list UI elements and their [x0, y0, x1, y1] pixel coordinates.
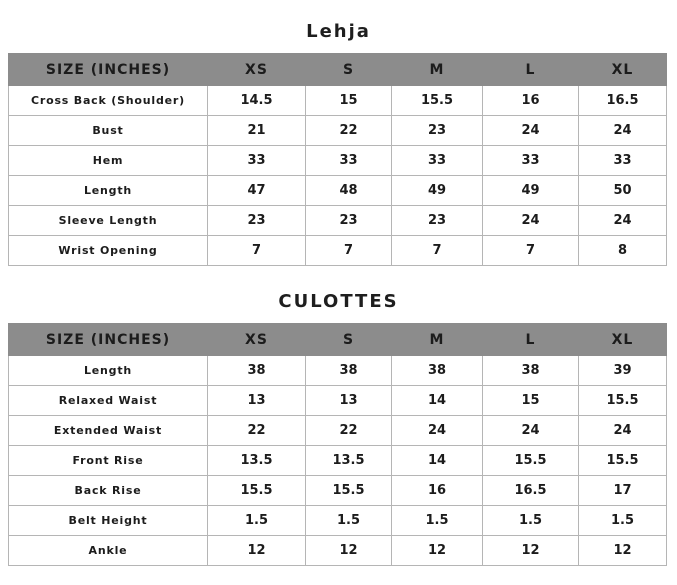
- size-header-cell: XL: [579, 54, 667, 86]
- lehja-size-table: [8, 53, 667, 266]
- measurement-value: 16.5: [483, 476, 579, 506]
- measurement-value: 12: [392, 536, 483, 566]
- measurement-value: 16: [483, 86, 579, 116]
- table-row: [9, 536, 667, 566]
- measurement-value: 23: [306, 206, 392, 236]
- measurement-label: Extended Waist: [9, 416, 208, 446]
- measurement-value: 21: [208, 116, 306, 146]
- measurement-value: 1.5: [208, 506, 306, 536]
- size-header-cell: S: [306, 324, 392, 356]
- measurement-value: 22: [306, 116, 392, 146]
- measurement-value: 22: [306, 416, 392, 446]
- size-header-cell: XS: [208, 54, 306, 86]
- measurement-value: 38: [208, 356, 306, 386]
- measurement-value: 38: [483, 356, 579, 386]
- measurement-label: Length: [9, 176, 208, 206]
- measurement-value: 38: [392, 356, 483, 386]
- measurement-label: Relaxed Waist: [9, 386, 208, 416]
- measurement-value: 23: [392, 116, 483, 146]
- size-header-cell: L: [483, 324, 579, 356]
- measurement-value: 13.5: [208, 446, 306, 476]
- measurement-value: 13.5: [306, 446, 392, 476]
- size-header-cell: XS: [208, 324, 306, 356]
- measurement-value: 12: [483, 536, 579, 566]
- measurement-label: Belt Height: [9, 506, 208, 536]
- measurement-value: 39: [579, 356, 667, 386]
- table-row: [9, 176, 667, 206]
- measurement-value: 23: [392, 206, 483, 236]
- measurement-value: 24: [579, 206, 667, 236]
- measurement-label: Wrist Opening: [9, 236, 208, 266]
- measurement-value: 15: [306, 86, 392, 116]
- measurement-value: 49: [392, 176, 483, 206]
- measurement-value: 15.5: [392, 86, 483, 116]
- measurement-value: 7: [208, 236, 306, 266]
- measurement-value: 13: [306, 386, 392, 416]
- measurement-value: 24: [392, 416, 483, 446]
- table-row: [9, 236, 667, 266]
- size-column-header: SIZE (INCHES): [9, 54, 208, 86]
- measurement-value: 15.5: [306, 476, 392, 506]
- table-row: [9, 386, 667, 416]
- measurement-label: Back Rise: [9, 476, 208, 506]
- size-header-cell: M: [392, 54, 483, 86]
- lehja-title: Lehja: [306, 21, 371, 42]
- table-row: [9, 116, 667, 146]
- measurement-value: 7: [306, 236, 392, 266]
- measurement-value: 33: [579, 146, 667, 176]
- measurement-value: 12: [306, 536, 392, 566]
- table-row: [9, 476, 667, 506]
- measurement-value: 33: [306, 146, 392, 176]
- measurement-value: 15.5: [579, 386, 667, 416]
- measurement-value: 14: [392, 386, 483, 416]
- measurement-label: Length: [9, 356, 208, 386]
- measurement-label: Ankle: [9, 536, 208, 566]
- table-header-row: [9, 54, 667, 86]
- table-row: [9, 206, 667, 236]
- measurement-value: 33: [483, 146, 579, 176]
- measurement-value: 12: [579, 536, 667, 566]
- measurement-value: 14.5: [208, 86, 306, 116]
- measurement-value: 23: [208, 206, 306, 236]
- measurement-value: 1.5: [306, 506, 392, 536]
- table-row: [9, 416, 667, 446]
- measurement-value: 24: [579, 416, 667, 446]
- measurement-value: 15.5: [208, 476, 306, 506]
- measurement-value: 14: [392, 446, 483, 476]
- measurement-value: 12: [208, 536, 306, 566]
- measurement-value: 1.5: [579, 506, 667, 536]
- measurement-value: 1.5: [392, 506, 483, 536]
- measurement-value: 16.5: [579, 86, 667, 116]
- table-header-row: [9, 324, 667, 356]
- measurement-value: 24: [483, 116, 579, 146]
- table-row: [9, 446, 667, 476]
- measurement-label: Front Rise: [9, 446, 208, 476]
- measurement-value: 1.5: [483, 506, 579, 536]
- measurement-value: 8: [579, 236, 667, 266]
- table-row: [9, 146, 667, 176]
- table-row: [9, 356, 667, 386]
- measurement-label: Bust: [9, 116, 208, 146]
- measurement-value: 33: [392, 146, 483, 176]
- measurement-label: Hem: [9, 146, 208, 176]
- measurement-value: 24: [579, 116, 667, 146]
- measurement-value: 17: [579, 476, 667, 506]
- size-header-cell: XL: [579, 324, 667, 356]
- table-row: [9, 86, 667, 116]
- size-header-cell: S: [306, 54, 392, 86]
- measurement-value: 24: [483, 206, 579, 236]
- table-row: [9, 506, 667, 536]
- measurement-value: 49: [483, 176, 579, 206]
- measurement-value: 47: [208, 176, 306, 206]
- measurement-value: 15: [483, 386, 579, 416]
- size-column-header: SIZE (INCHES): [9, 324, 208, 356]
- measurement-value: 50: [579, 176, 667, 206]
- measurement-value: 22: [208, 416, 306, 446]
- measurement-value: 15.5: [483, 446, 579, 476]
- measurement-value: 15.5: [579, 446, 667, 476]
- culottes-size-table: [8, 323, 667, 566]
- measurement-label: Sleeve Length: [9, 206, 208, 236]
- measurement-value: 13: [208, 386, 306, 416]
- size-header-cell: L: [483, 54, 579, 86]
- measurement-value: 7: [392, 236, 483, 266]
- measurement-value: 33: [208, 146, 306, 176]
- measurement-label: Cross Back (Shoulder): [9, 86, 208, 116]
- measurement-value: 48: [306, 176, 392, 206]
- size-header-cell: M: [392, 324, 483, 356]
- measurement-value: 38: [306, 356, 392, 386]
- measurement-value: 24: [483, 416, 579, 446]
- culottes-title: CULOTTES: [278, 291, 399, 312]
- measurement-value: 16: [392, 476, 483, 506]
- measurement-value: 7: [483, 236, 579, 266]
